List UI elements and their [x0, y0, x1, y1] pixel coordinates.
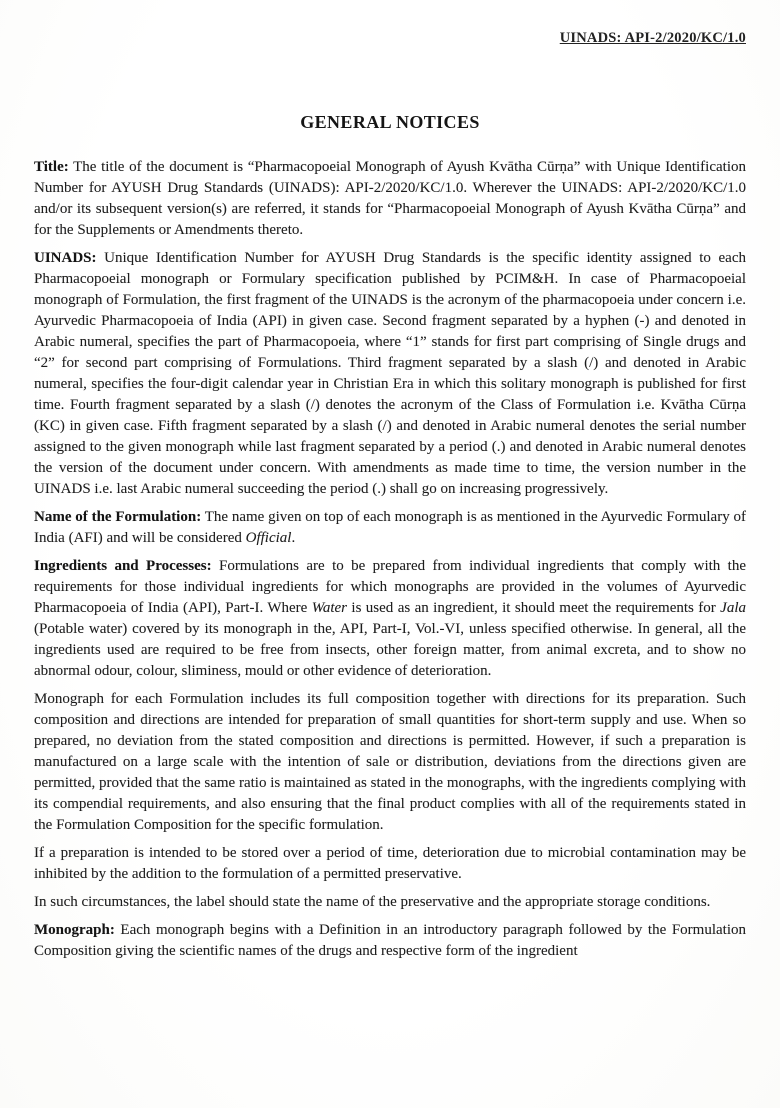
paragraph-text: .	[291, 530, 296, 546]
paragraph-text: In such circumstances, the label should state the name of the preservative and the appropriate storage conditions.	[34, 894, 711, 910]
paragraph-text: If a preparation is intended to be stored over a period of time, deterioration due to microbial contamination may be inhibited by the addition to the formulation of a permitted preservative.	[34, 845, 746, 882]
paragraph-text-italic: Jala	[720, 600, 746, 616]
paragraph-ingredients-processes	[34, 556, 746, 682]
paragraph-monograph-formulation	[34, 689, 746, 836]
paragraph-text: The title of the document is “Pharmacopoeial Monograph of Ayush Kvātha Cūrṇa” with Unique Identification Number for AYUSH Drug Standards (UINADS): API-2/2020/KC/1.0. Wherever the UINADS: API-2/2020/KC/1.0 and/or its subsequent version(s) are referred, it stands for “Pharmacopoeial Monograph of Ayush Kvātha Cūrṇa” and for the Supplements or Amendments thereto.	[34, 159, 746, 238]
paragraph-monograph-definition	[34, 920, 746, 962]
paragraph-text-italic: Official	[245, 530, 292, 546]
document-body	[34, 157, 746, 969]
paragraph-text-italic: Water	[311, 600, 347, 616]
document-id: UINADS: API-2/2020/KC/1.0	[559, 30, 746, 46]
paragraph-label-storage	[34, 892, 746, 913]
paragraph-uinads	[34, 248, 746, 500]
paragraph-text: is used as an ingredient, it should meet the requirements for	[347, 600, 721, 616]
paragraph-text: Each monograph begins with a Definition in an introductory paragraph followed by the Formulation Composition giving the scientific names of the drugs and respective form of the ingredient	[34, 922, 746, 959]
paragraph-text: (Potable water) covered by its monograph in the, API, Part-I, Vol.-VI, unless specified otherwise. In general, all the ingredients used are required to be free from insects, other foreign matter, from animal excreta, and to show no abnormal odour, colour, sliminess, mould or other evidence of deterioration.	[34, 621, 746, 679]
paragraph-name-of-formulation	[34, 507, 746, 549]
paragraph-text: Formulations are to be prepared from individual ingredients that comply with the requirements for those individual ingredients for which monographs are provided in the volumes of Ayurvedic Pharmacopoeia of India (API), Part-I. Where	[34, 558, 747, 616]
paragraph-preservative	[34, 843, 746, 885]
paragraph-lead: Name of the Formulation:	[34, 509, 202, 525]
paragraph-lead: UINADS:	[34, 250, 97, 266]
paragraph-lead: Ingredients and Processes:	[34, 558, 212, 574]
paragraph-text: Monograph for each Formulation includes its full composition together with directions for its preparation. Such composition and directions are intended for preparation of small quantities for short-term supply and use. When so prepared, no deviation from the stated composition and directions is permitted. However, if such a preparation is manufactured on a large scale with the intention of sale or distribution, deviations from the directions given are permitted, provided that the same ratio is maintained as stated in the monographs, with the ingredients complying with its compendial requirements, and also ensuring that the final product complies with all of the requirements stated in the Formulation Composition for the specific formulation.	[34, 691, 746, 833]
paragraph-lead: Monograph:	[34, 922, 115, 938]
paragraph-text: The name given on top of each monograph is as mentioned in the Ayurvedic Formulary of India (AFI) and will be considered	[34, 509, 746, 546]
page-title: GENERAL NOTICES	[300, 112, 480, 132]
paragraph-lead: Title:	[34, 159, 69, 175]
paragraph-text: Unique Identification Number for AYUSH Drug Standards is the specific identity assigned to each Pharmacopoeial monograph or Formulary specification published by PCIM&H. In case of Pharmacopoeial monograph of Formulation, the first fragment of the UINADS is the acronym of the pharmacopoeia under concern i.e. Ayurvedic Pharmacopoeia of India (API) in given case. Second fragment separated by a hyphen (-) and denoted in Arabic numeral, specifies the part of Pharmacopoeia, where “1” stands for first part comprising of Single drugs and “2” for second part comprising of Formulations. Third fragment separated by a slash (/) and denoted in Arabic numeral, specifies the four-digit calendar year in Christian Era in which this solitary monograph is published for first time. Fourth fragment separated by a slash (/) denotes the acronym of the Class of Formulation i.e. Kvātha Cūrṇa (KC) in given case. Fifth fragment separated by a slash (/) and denoted in Arabic numeral denotes the serial number assigned to the given monograph while last fragment separated by a period (.) and denoted in Arabic numeral denotes the version of the document under concern. With amendments as made time to time, the version number in the UINADS i.e. last Arabic numeral succeeding the period (.) shall go on increasing progressively.	[34, 250, 746, 497]
paragraph-title	[34, 157, 746, 241]
